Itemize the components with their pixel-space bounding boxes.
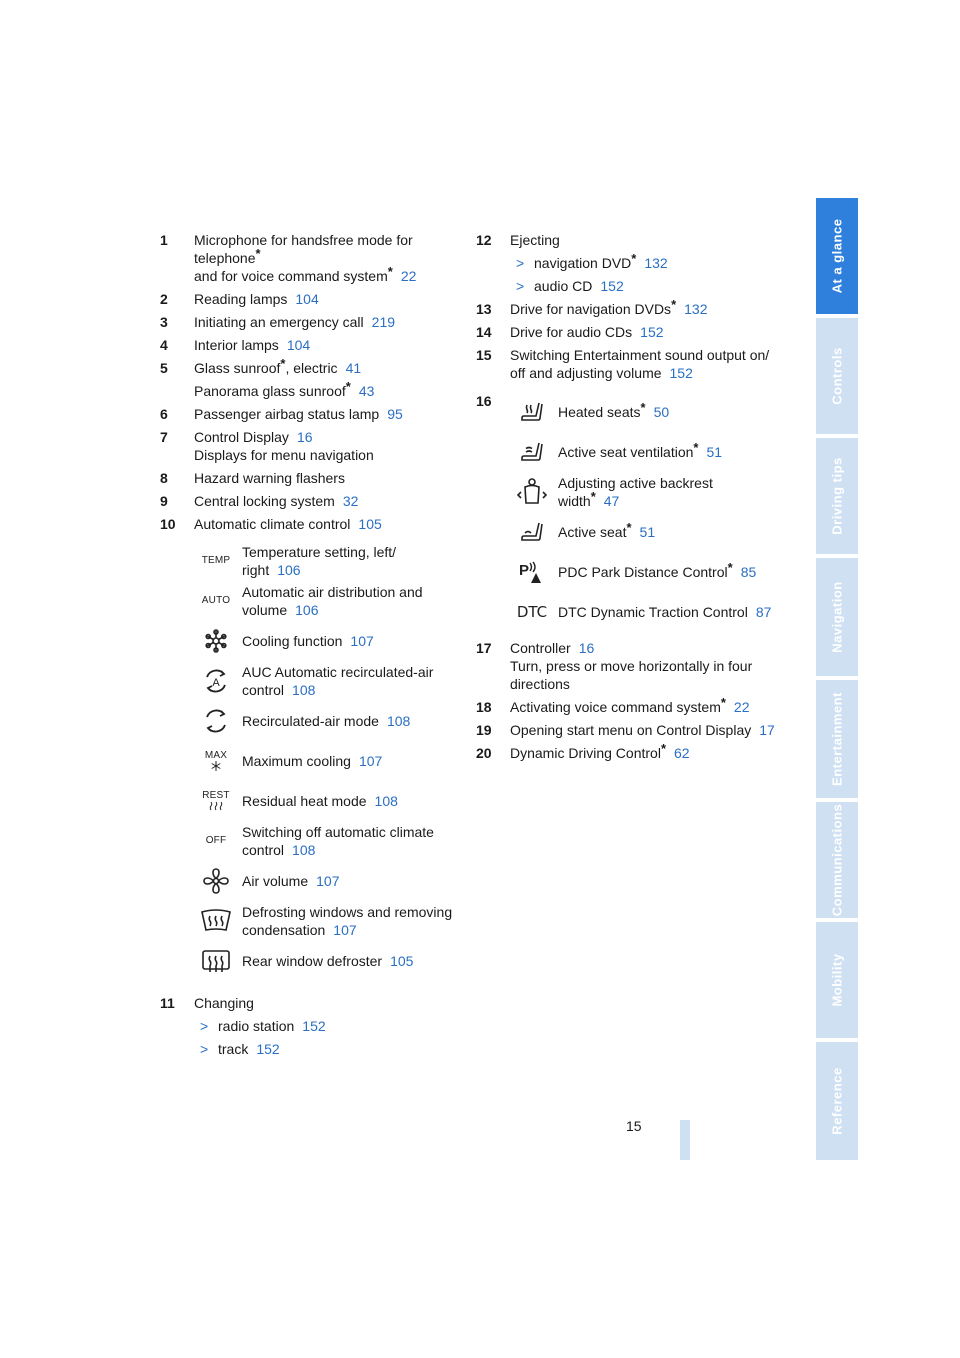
item-number: 9 [160,493,168,509]
tab-reference[interactable]: Reference [816,1042,858,1160]
list-item [476,741,796,762]
item-text: Initiating an emergency call [194,314,364,330]
list-item [160,428,480,464]
page-link[interactable]: 16 [296,429,313,445]
optional-asterisk: * [387,264,393,279]
page-link[interactable]: 22 [400,268,417,284]
page-link[interactable]: 22 [733,699,750,715]
row-text: condensation [242,921,326,938]
climate-row [190,741,480,780]
seat-row [506,592,796,631]
list-item [476,721,796,739]
item-text: Controller [510,640,571,656]
item-number: 18 [476,699,492,715]
backrest-width-icon [506,477,558,507]
row-text: Active seat ventilation [558,443,694,460]
list-item [160,231,480,285]
page-link[interactable]: 50 [653,403,670,420]
row-text: Temperature setting, left/ [242,543,397,560]
page-link[interactable]: 104 [286,337,311,353]
auto-icon: AUTO [201,595,231,606]
item-number: 15 [476,347,492,363]
rear-window-defrost-icon [190,948,242,974]
row-text: volume [242,601,288,618]
row-text: Maximum cooling [242,752,351,769]
optional-asterisk: * [590,488,596,504]
page-link[interactable]: 108 [386,712,411,729]
row-text: AUC Automatic recirculated-air [242,663,434,680]
item-number: 20 [476,745,492,761]
optional-asterisk: * [640,399,646,415]
dtc-icon: DTC [516,602,548,621]
optional-asterisk: * [345,379,351,394]
page-link[interactable]: 152 [256,1041,280,1057]
climate-row [190,821,480,860]
tab-driving-tips[interactable]: Driving tips [816,438,858,554]
item-text: Drive for navigation DVDs [510,301,672,317]
page-link[interactable]: 107 [358,752,383,769]
list-item [160,469,480,487]
list-item [160,356,480,400]
snowflake-icon [190,629,242,653]
optional-asterisk: * [727,559,733,575]
row-text: width [558,492,591,509]
off-icon: OFF [205,835,227,846]
optional-asterisk: * [631,251,637,266]
tab-mobility[interactable]: Mobility [816,922,858,1038]
sub-item [514,277,796,295]
climate-row [190,701,480,740]
list-item [476,297,796,318]
list-item [476,392,796,631]
climate-row [190,541,480,580]
list-item [160,515,480,533]
tab-controls[interactable]: Controls [816,318,858,434]
item-number: 5 [160,360,168,376]
sub-item-text: audio CD [534,278,593,294]
list-item [476,346,796,382]
chevron-right-icon: > [200,1041,209,1057]
item-number: 16 [476,393,492,409]
sub-item-text: radio station [218,1018,295,1034]
page-link[interactable]: 47 [603,492,620,509]
row-text: control [242,841,285,858]
optional-asterisk: * [693,439,699,455]
item-number: 12 [476,232,492,248]
page-link[interactable]: 51 [639,523,656,540]
row-text: Air volume [242,872,309,889]
page-marker-bar [680,1120,690,1160]
page-link[interactable]: 43 [358,383,375,399]
optional-asterisk: * [671,297,677,312]
seat-icon-table [506,392,796,631]
page-link[interactable]: 85 [740,563,757,580]
row-text: Defrosting windows and removing [242,903,453,920]
row-text: Cooling function [242,632,343,649]
item-text: Control Display [194,429,289,445]
sub-item-text: track [218,1041,249,1057]
item-text: Glass sunroof [194,360,281,376]
row-text: Automatic air distribution and [242,583,423,600]
page-link[interactable]: 152 [302,1018,326,1034]
rest-heat-icon: REST [190,790,242,811]
optional-asterisk: * [720,695,726,710]
page-link[interactable]: 16 [578,640,595,656]
seat-row [506,552,796,591]
item-text: Displays for menu navigation [194,447,374,463]
item-text: , electric [285,360,338,376]
item-text: telephone [194,250,256,266]
item-number: 7 [160,429,168,445]
page-link[interactable]: 104 [295,291,319,307]
page-link[interactable]: 32 [342,493,359,509]
row-text: right [242,561,270,578]
row-text: Adjusting active backrest [558,474,713,491]
page-link[interactable]: 105 [358,516,382,532]
windshield-defrost-icon [190,908,242,934]
chapter-tabs [816,198,858,1160]
row-text: Rear window defroster [242,952,383,969]
item-number: 2 [160,291,168,307]
page-link[interactable]: 106 [277,561,301,578]
recirculation-icon [190,707,242,735]
temp-icon: TEMP [201,555,231,566]
list-item [160,492,480,510]
item-text: Changing [194,995,254,1011]
list-item [476,323,796,341]
page-link[interactable]: 132 [644,255,668,271]
seat-row [506,512,796,551]
sub-item [514,251,796,272]
climate-row [190,941,480,980]
heated-seat-icon [506,399,558,425]
item-text: Microphone for handsfree mode for [194,232,413,248]
right-column [476,231,796,767]
page-link[interactable]: 108 [292,681,316,698]
item-number: 11 [160,995,175,1011]
climate-row [190,581,480,620]
tab-communications[interactable]: Communications [816,802,858,918]
page-link[interactable]: 17 [759,722,775,738]
page-link[interactable]: 107 [350,632,374,649]
item-number: 8 [160,470,168,486]
page-link[interactable]: 132 [684,301,708,317]
climate-row [190,621,480,660]
tab-navigation[interactable]: Navigation [816,558,858,676]
page-number: 15 [626,1118,642,1134]
page-link[interactable]: 152 [669,365,693,381]
item-text: Interior lamps [194,337,279,353]
item-number: 17 [476,640,492,656]
page-link[interactable]: 106 [295,601,319,618]
page-link[interactable]: 51 [706,443,723,460]
tab-entertainment[interactable]: Entertainment [816,680,858,798]
seat-row [506,392,796,431]
sub-item [198,1040,480,1058]
page-link[interactable]: 152 [600,278,624,294]
row-text: Residual heat mode [242,792,367,809]
svg-text:A: A [212,676,220,689]
item-text: Panorama glass sunroof [194,383,346,399]
optional-asterisk: * [626,519,632,535]
item-text: Turn, press or move horizontally in four [510,658,753,674]
chevron-right-icon: > [200,1018,209,1034]
page-link[interactable]: 87 [755,603,772,620]
climate-icon-table [190,541,480,980]
item-text: Drive for audio CDs [510,324,633,340]
left-column [160,231,480,1063]
max-cooling-icon: MAX [190,750,242,771]
item-number: 19 [476,722,492,738]
item-text: Central locking system [194,493,335,509]
item-number: 1 [160,232,168,248]
list-item [476,639,796,693]
item-text: directions [510,676,570,692]
page-link[interactable]: 108 [292,841,316,858]
list-item [160,336,480,354]
item-number: 4 [160,337,168,353]
item-text: Activating voice command system [510,699,721,715]
item-number: 14 [476,324,492,340]
page-link[interactable]: 219 [371,314,396,330]
row-text: Recirculated-air mode [242,712,379,729]
fan-icon [190,866,242,896]
item-text: Automatic climate control [194,516,351,532]
row-text: control [242,681,285,698]
page-link[interactable]: 108 [374,792,398,809]
climate-row [190,901,480,940]
list-item [160,994,480,1012]
item-text: Switching Entertainment sound output on/ [510,347,770,363]
item-text: Ejecting [510,232,560,248]
page-link[interactable]: 95 [387,406,403,422]
item-number: 3 [160,314,168,330]
list-item [160,313,480,331]
auc-recirculation-icon [190,667,242,695]
optional-asterisk: * [660,741,666,756]
item-text: Opening start menu on Control Display [510,722,752,738]
sub-item-text: navigation DVD [534,255,632,271]
item-number: 13 [476,301,492,317]
seat-ventilation-icon [506,439,558,465]
chevron-right-icon: > [516,255,525,271]
page-link[interactable]: 105 [390,952,414,969]
row-text: DTC Dynamic Traction Control [558,603,748,620]
sub-item [198,1017,480,1035]
seat-row [506,472,796,511]
active-seat-icon [506,519,558,545]
page-link[interactable]: 107 [333,921,357,938]
optional-asterisk: * [280,356,286,371]
optional-asterisk: * [255,246,261,261]
tab-at-a-glance[interactable]: At a glance [816,198,858,314]
pdc-icon [506,559,558,585]
item-text: Reading lamps [194,291,288,307]
climate-row [190,661,480,700]
page-link[interactable]: 107 [316,872,340,889]
row-text: Active seat [558,523,627,540]
list-item [160,405,480,423]
item-number: 6 [160,406,168,422]
page-link[interactable]: 152 [640,324,664,340]
item-text: and for voice command system [194,268,388,284]
seat-row [506,432,796,471]
row-text: Switching off automatic climate [242,823,434,840]
list-item [476,695,796,716]
row-text: PDC Park Distance Control [558,563,728,580]
chevron-right-icon: > [516,278,525,294]
climate-row [190,861,480,900]
list-item [160,290,480,308]
page-link[interactable]: 41 [345,360,362,376]
row-text: Heated seats [558,403,641,420]
climate-row [190,781,480,820]
svg-text:P: P [519,561,530,579]
item-text: Hazard warning flashers [194,470,345,486]
page-link[interactable]: 62 [674,745,690,761]
item-text: off and adjusting volume [510,365,662,381]
item-text: Dynamic Driving Control [510,745,661,761]
item-text: Passenger airbag status lamp [194,406,380,422]
list-item [476,231,796,249]
item-number: 10 [160,516,176,532]
